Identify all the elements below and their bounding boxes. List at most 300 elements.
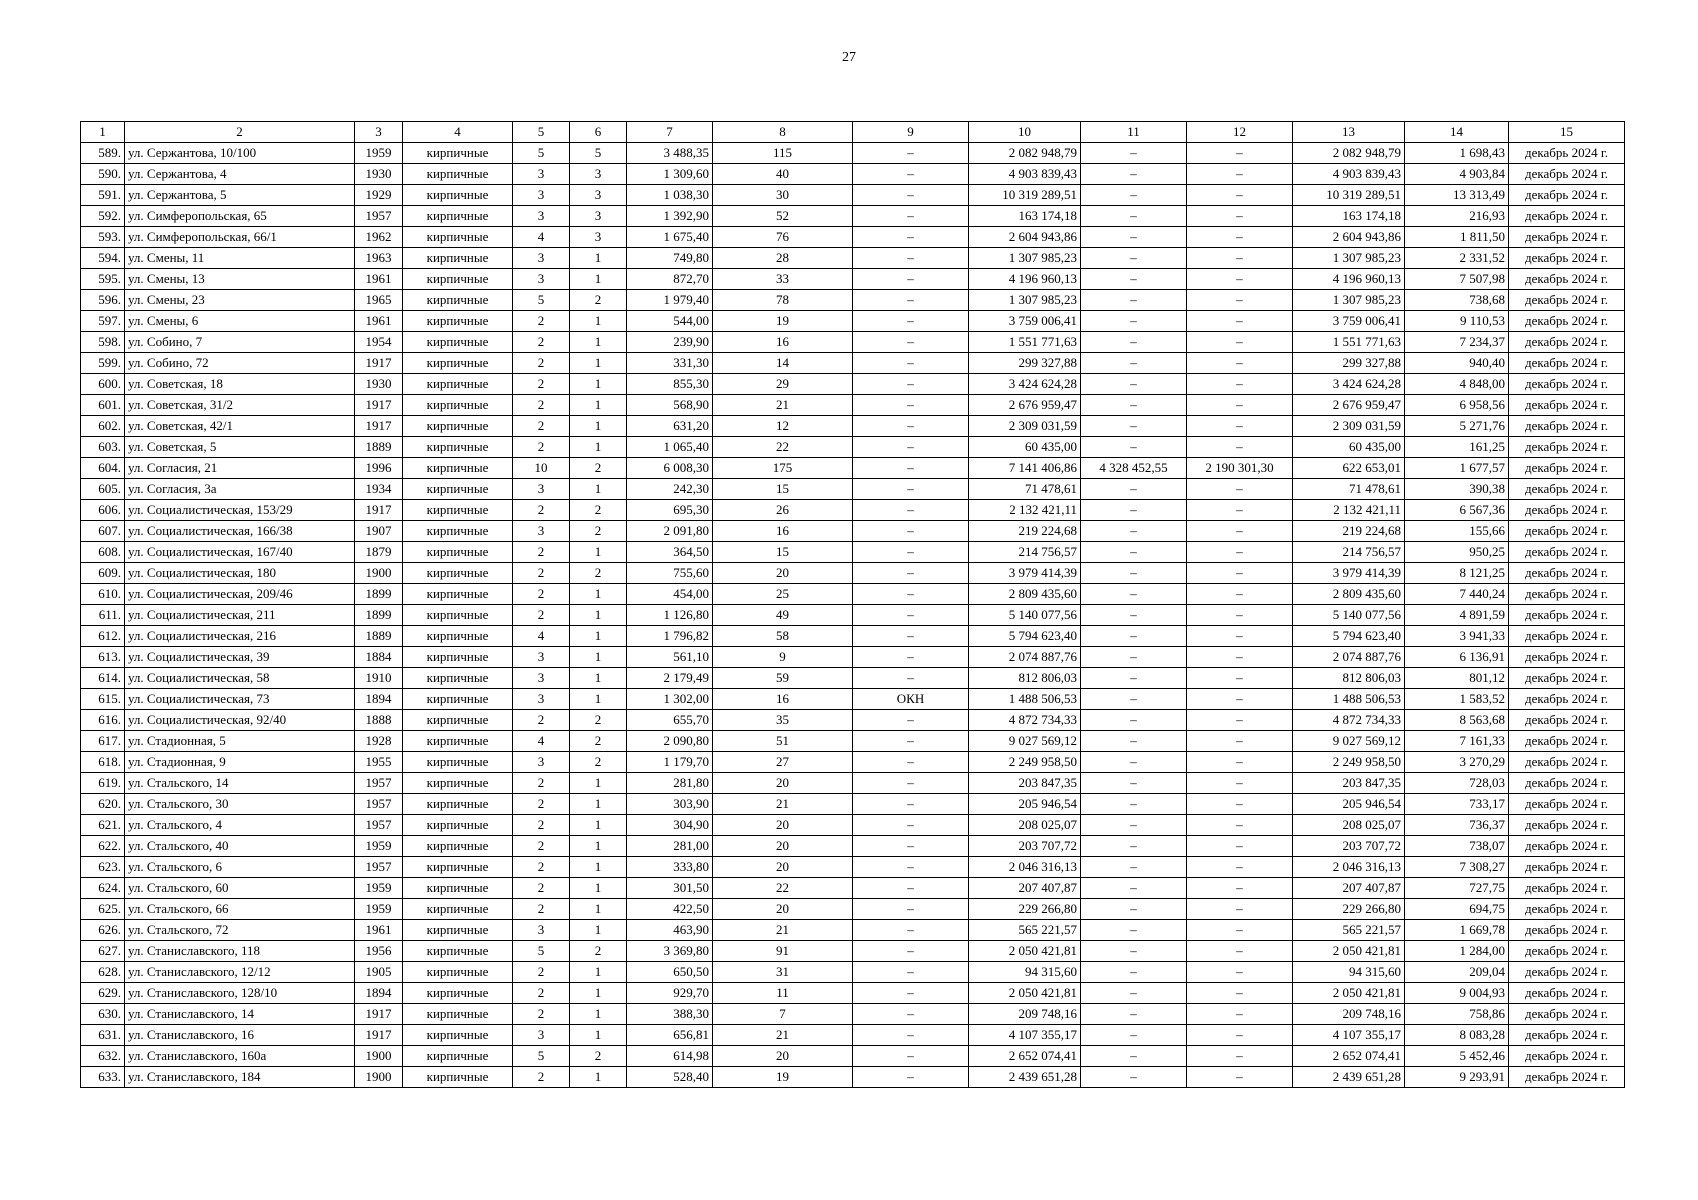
cell-entrances: 5 — [570, 143, 627, 164]
cell-area: 631,20 — [627, 416, 713, 437]
table-body — [81, 143, 1625, 1088]
table-row — [81, 1067, 1625, 1088]
cell-residents: 40 — [713, 164, 853, 185]
cell-cost-col-11: – — [1081, 437, 1187, 458]
cell-floors: 2 — [513, 584, 570, 605]
cell-cost-per-unit: 161,25 — [1405, 437, 1509, 458]
cell-wall-material: кирпичные — [403, 626, 513, 647]
cell-cost-col-13: 2 439 651,28 — [1293, 1067, 1405, 1088]
cell-heritage-status: – — [853, 248, 969, 269]
cell-heritage-status: – — [853, 521, 969, 542]
cell-residents: 58 — [713, 626, 853, 647]
cell-completion-date: декабрь 2024 г. — [1509, 185, 1625, 206]
cell-cost-total: 2 604 943,86 — [969, 227, 1081, 248]
cell-cost-col-13: 2 050 421,81 — [1293, 983, 1405, 1004]
cell-entrances: 1 — [570, 437, 627, 458]
cell-entrances: 1 — [570, 332, 627, 353]
cell-row-number: 621. — [81, 815, 125, 836]
cell-floors: 2 — [513, 878, 570, 899]
cell-entrances: 1 — [570, 605, 627, 626]
cell-completion-date: декабрь 2024 г. — [1509, 731, 1625, 752]
cell-entrances: 1 — [570, 395, 627, 416]
cell-year-built: 1934 — [355, 479, 403, 500]
cell-completion-date: декабрь 2024 г. — [1509, 563, 1625, 584]
cell-entrances: 1 — [570, 584, 627, 605]
cell-area: 2 179,49 — [627, 668, 713, 689]
column-header-4: 4 — [403, 122, 513, 143]
cell-cost-total: 214 756,57 — [969, 542, 1081, 563]
cell-cost-col-12: – — [1187, 521, 1293, 542]
cell-heritage-status: – — [853, 395, 969, 416]
cell-year-built: 1954 — [355, 332, 403, 353]
cell-cost-col-13: 3 759 006,41 — [1293, 311, 1405, 332]
cell-cost-total: 1 551 771,63 — [969, 332, 1081, 353]
cell-cost-per-unit: 7 161,33 — [1405, 731, 1509, 752]
cell-address: ул. Станиславского, 184 — [125, 1067, 355, 1088]
cell-cost-col-12: – — [1187, 689, 1293, 710]
cell-completion-date: декабрь 2024 г. — [1509, 752, 1625, 773]
cell-row-number: 610. — [81, 584, 125, 605]
cell-cost-total: 205 946,54 — [969, 794, 1081, 815]
cell-cost-per-unit: 8 563,68 — [1405, 710, 1509, 731]
cell-address: ул. Социалистическая, 73 — [125, 689, 355, 710]
cell-wall-material: кирпичные — [403, 269, 513, 290]
cell-cost-col-12: – — [1187, 752, 1293, 773]
cell-cost-col-12: – — [1187, 185, 1293, 206]
column-header-14: 14 — [1405, 122, 1509, 143]
cell-wall-material: кирпичные — [403, 941, 513, 962]
cell-cost-col-13: 209 748,16 — [1293, 1004, 1405, 1025]
table-row — [81, 920, 1625, 941]
cell-entrances: 2 — [570, 500, 627, 521]
cell-residents: 26 — [713, 500, 853, 521]
cell-floors: 2 — [513, 395, 570, 416]
cell-wall-material: кирпичные — [403, 248, 513, 269]
cell-cost-total: 812 806,03 — [969, 668, 1081, 689]
cell-floors: 2 — [513, 815, 570, 836]
cell-address: ул. Советская, 5 — [125, 437, 355, 458]
cell-residents: 51 — [713, 731, 853, 752]
cell-floors: 2 — [513, 563, 570, 584]
cell-address: ул. Смены, 23 — [125, 290, 355, 311]
cell-cost-col-12: – — [1187, 773, 1293, 794]
cell-cost-col-13: 1 307 985,23 — [1293, 248, 1405, 269]
cell-cost-per-unit: 758,86 — [1405, 1004, 1509, 1025]
cell-completion-date: декабрь 2024 г. — [1509, 668, 1625, 689]
cell-address: ул. Стальского, 6 — [125, 857, 355, 878]
cell-year-built: 1957 — [355, 794, 403, 815]
cell-year-built: 1962 — [355, 227, 403, 248]
cell-row-number: 600. — [81, 374, 125, 395]
cell-wall-material: кирпичные — [403, 773, 513, 794]
cell-cost-total: 2 439 651,28 — [969, 1067, 1081, 1088]
cell-cost-col-13: 2 652 074,41 — [1293, 1046, 1405, 1067]
cell-floors: 3 — [513, 689, 570, 710]
cell-cost-total: 2 074 887,76 — [969, 647, 1081, 668]
cell-heritage-status: – — [853, 710, 969, 731]
cell-floors: 10 — [513, 458, 570, 479]
cell-address: ул. Стальского, 30 — [125, 794, 355, 815]
cell-address: ул. Станиславского, 160а — [125, 1046, 355, 1067]
column-header-13: 13 — [1293, 122, 1405, 143]
cell-entrances: 2 — [570, 521, 627, 542]
cell-entrances: 2 — [570, 458, 627, 479]
cell-cost-col-12: – — [1187, 374, 1293, 395]
table-row — [81, 794, 1625, 815]
cell-completion-date: декабрь 2024 г. — [1509, 542, 1625, 563]
cell-heritage-status: – — [853, 416, 969, 437]
cell-cost-col-12: – — [1187, 899, 1293, 920]
cell-floors: 3 — [513, 647, 570, 668]
cell-completion-date: декабрь 2024 г. — [1509, 878, 1625, 899]
cell-floors: 2 — [513, 794, 570, 815]
cell-row-number: 619. — [81, 773, 125, 794]
cell-area: 281,00 — [627, 836, 713, 857]
cell-cost-total: 7 141 406,86 — [969, 458, 1081, 479]
cell-cost-per-unit: 738,07 — [1405, 836, 1509, 857]
cell-row-number: 603. — [81, 437, 125, 458]
cell-entrances: 1 — [570, 626, 627, 647]
cell-address: ул. Социалистическая, 92/40 — [125, 710, 355, 731]
cell-heritage-status: – — [853, 983, 969, 1004]
cell-residents: 22 — [713, 437, 853, 458]
cell-year-built: 1959 — [355, 878, 403, 899]
cell-cost-col-13: 3 979 414,39 — [1293, 563, 1405, 584]
cell-cost-col-12: – — [1187, 584, 1293, 605]
cell-year-built: 1917 — [355, 395, 403, 416]
cell-area: 331,30 — [627, 353, 713, 374]
cell-year-built: 1884 — [355, 647, 403, 668]
cell-cost-col-12: – — [1187, 143, 1293, 164]
cell-cost-col-13: 2 132 421,11 — [1293, 500, 1405, 521]
cell-row-number: 594. — [81, 248, 125, 269]
cell-cost-per-unit: 1 583,52 — [1405, 689, 1509, 710]
cell-floors: 2 — [513, 500, 570, 521]
cell-heritage-status: – — [853, 857, 969, 878]
cell-cost-col-13: 205 946,54 — [1293, 794, 1405, 815]
cell-residents: 15 — [713, 542, 853, 563]
cell-entrances: 1 — [570, 794, 627, 815]
table-row — [81, 248, 1625, 269]
cell-cost-col-11: 4 328 452,55 — [1081, 458, 1187, 479]
cell-cost-total: 2 082 948,79 — [969, 143, 1081, 164]
cell-row-number: 627. — [81, 941, 125, 962]
cell-cost-col-12: – — [1187, 206, 1293, 227]
cell-cost-col-13: 2 050 421,81 — [1293, 941, 1405, 962]
cell-completion-date: декабрь 2024 г. — [1509, 836, 1625, 857]
cell-completion-date: декабрь 2024 г. — [1509, 290, 1625, 311]
cell-area: 454,00 — [627, 584, 713, 605]
cell-wall-material: кирпичные — [403, 227, 513, 248]
cell-heritage-status: – — [853, 962, 969, 983]
cell-cost-col-12: – — [1187, 668, 1293, 689]
cell-heritage-status: – — [853, 458, 969, 479]
cell-wall-material: кирпичные — [403, 815, 513, 836]
cell-entrances: 1 — [570, 899, 627, 920]
cell-cost-total: 2 249 958,50 — [969, 752, 1081, 773]
cell-residents: 59 — [713, 668, 853, 689]
cell-residents: 91 — [713, 941, 853, 962]
cell-entrances: 1 — [570, 836, 627, 857]
cell-floors: 3 — [513, 479, 570, 500]
cell-cost-col-12: – — [1187, 857, 1293, 878]
cell-entrances: 2 — [570, 752, 627, 773]
cell-address: ул. Станиславского, 14 — [125, 1004, 355, 1025]
cell-entrances: 3 — [570, 227, 627, 248]
cell-floors: 2 — [513, 773, 570, 794]
cell-year-built: 1963 — [355, 248, 403, 269]
cell-cost-col-11: – — [1081, 227, 1187, 248]
column-header-3: 3 — [355, 122, 403, 143]
cell-wall-material: кирпичные — [403, 206, 513, 227]
cell-address: ул. Стальского, 14 — [125, 773, 355, 794]
cell-cost-per-unit: 6 958,56 — [1405, 395, 1509, 416]
cell-wall-material: кирпичные — [403, 1046, 513, 1067]
cell-cost-col-13: 163 174,18 — [1293, 206, 1405, 227]
cell-floors: 5 — [513, 143, 570, 164]
cell-completion-date: декабрь 2024 г. — [1509, 857, 1625, 878]
cell-cost-col-13: 1 307 985,23 — [1293, 290, 1405, 311]
cell-cost-col-11: – — [1081, 395, 1187, 416]
cell-cost-col-12: – — [1187, 164, 1293, 185]
table-row — [81, 563, 1625, 584]
cell-cost-col-11: – — [1081, 416, 1187, 437]
cell-residents: 14 — [713, 353, 853, 374]
cell-cost-col-11: – — [1081, 332, 1187, 353]
cell-row-number: 612. — [81, 626, 125, 647]
cell-area: 364,50 — [627, 542, 713, 563]
cell-entrances: 1 — [570, 1067, 627, 1088]
table-row — [81, 731, 1625, 752]
cell-floors: 2 — [513, 710, 570, 731]
cell-cost-col-13: 812 806,03 — [1293, 668, 1405, 689]
cell-cost-per-unit: 736,37 — [1405, 815, 1509, 836]
cell-wall-material: кирпичные — [403, 458, 513, 479]
cell-completion-date: декабрь 2024 г. — [1509, 311, 1625, 332]
cell-residents: 31 — [713, 962, 853, 983]
cell-completion-date: декабрь 2024 г. — [1509, 395, 1625, 416]
cell-cost-per-unit: 3 941,33 — [1405, 626, 1509, 647]
cell-year-built: 1900 — [355, 1067, 403, 1088]
cell-row-number: 601. — [81, 395, 125, 416]
cell-wall-material: кирпичные — [403, 689, 513, 710]
cell-area: 1 796,82 — [627, 626, 713, 647]
cell-row-number: 598. — [81, 332, 125, 353]
cell-cost-col-11: – — [1081, 185, 1187, 206]
cell-floors: 2 — [513, 857, 570, 878]
cell-residents: 175 — [713, 458, 853, 479]
cell-floors: 5 — [513, 290, 570, 311]
cell-residents: 78 — [713, 290, 853, 311]
cell-cost-col-11: – — [1081, 1004, 1187, 1025]
cell-heritage-status: – — [853, 899, 969, 920]
cell-cost-total: 4 872 734,33 — [969, 710, 1081, 731]
cell-floors: 3 — [513, 164, 570, 185]
cell-address: ул. Симферопольская, 66/1 — [125, 227, 355, 248]
cell-cost-total: 203 707,72 — [969, 836, 1081, 857]
cell-year-built: 1961 — [355, 311, 403, 332]
cell-year-built: 1959 — [355, 143, 403, 164]
cell-address: ул. Стальского, 40 — [125, 836, 355, 857]
cell-address: ул. Согласия, 3а — [125, 479, 355, 500]
cell-cost-per-unit: 13 313,49 — [1405, 185, 1509, 206]
cell-heritage-status: – — [853, 815, 969, 836]
cell-year-built: 1900 — [355, 563, 403, 584]
cell-area: 388,30 — [627, 1004, 713, 1025]
cell-row-number: 597. — [81, 311, 125, 332]
cell-cost-col-13: 2 046 316,13 — [1293, 857, 1405, 878]
cell-cost-col-13: 2 082 948,79 — [1293, 143, 1405, 164]
cell-row-number: 606. — [81, 500, 125, 521]
cell-cost-col-11: – — [1081, 1025, 1187, 1046]
cell-row-number: 592. — [81, 206, 125, 227]
cell-year-built: 1959 — [355, 899, 403, 920]
cell-area: 614,98 — [627, 1046, 713, 1067]
column-header-5: 5 — [513, 122, 570, 143]
cell-cost-col-11: – — [1081, 353, 1187, 374]
cell-residents: 28 — [713, 248, 853, 269]
cell-address: ул. Сержантова, 5 — [125, 185, 355, 206]
cell-area: 655,70 — [627, 710, 713, 731]
cell-cost-per-unit: 2 331,52 — [1405, 248, 1509, 269]
cell-address: ул. Смены, 11 — [125, 248, 355, 269]
cell-wall-material: кирпичные — [403, 983, 513, 1004]
table-row — [81, 542, 1625, 563]
cell-cost-col-12: – — [1187, 710, 1293, 731]
cell-completion-date: декабрь 2024 г. — [1509, 689, 1625, 710]
cell-entrances: 3 — [570, 185, 627, 206]
cell-area: 242,30 — [627, 479, 713, 500]
table-row — [81, 815, 1625, 836]
cell-row-number: 615. — [81, 689, 125, 710]
cell-cost-per-unit: 6 567,36 — [1405, 500, 1509, 521]
table-row — [81, 584, 1625, 605]
cell-cost-per-unit: 940,40 — [1405, 353, 1509, 374]
cell-cost-per-unit: 5 271,76 — [1405, 416, 1509, 437]
cell-cost-col-12: – — [1187, 878, 1293, 899]
cell-entrances: 3 — [570, 164, 627, 185]
cell-heritage-status: – — [853, 752, 969, 773]
table-row — [81, 1004, 1625, 1025]
cell-cost-total: 5 794 623,40 — [969, 626, 1081, 647]
cell-row-number: 629. — [81, 983, 125, 1004]
cell-address: ул. Станиславского, 118 — [125, 941, 355, 962]
cell-cost-col-12: – — [1187, 227, 1293, 248]
cell-cost-col-11: – — [1081, 290, 1187, 311]
cell-cost-col-12: – — [1187, 815, 1293, 836]
cell-wall-material: кирпичные — [403, 542, 513, 563]
cell-completion-date: декабрь 2024 г. — [1509, 605, 1625, 626]
cell-entrances: 2 — [570, 731, 627, 752]
cell-cost-col-12: – — [1187, 437, 1293, 458]
cell-cost-col-11: – — [1081, 143, 1187, 164]
cell-area: 929,70 — [627, 983, 713, 1004]
cell-cost-col-13: 9 027 569,12 — [1293, 731, 1405, 752]
cell-wall-material: кирпичные — [403, 710, 513, 731]
cell-floors: 2 — [513, 332, 570, 353]
cell-wall-material: кирпичные — [403, 290, 513, 311]
cell-cost-total: 3 424 624,28 — [969, 374, 1081, 395]
cell-cost-total: 207 407,87 — [969, 878, 1081, 899]
cell-row-number: 622. — [81, 836, 125, 857]
cell-cost-per-unit: 728,03 — [1405, 773, 1509, 794]
cell-heritage-status: – — [853, 437, 969, 458]
cell-cost-per-unit: 209,04 — [1405, 962, 1509, 983]
cell-row-number: 595. — [81, 269, 125, 290]
cell-area: 650,50 — [627, 962, 713, 983]
cell-cost-col-11: – — [1081, 773, 1187, 794]
cell-heritage-status: – — [853, 143, 969, 164]
cell-cost-col-12: – — [1187, 1025, 1293, 1046]
cell-completion-date: декабрь 2024 г. — [1509, 269, 1625, 290]
cell-address: ул. Симферопольская, 65 — [125, 206, 355, 227]
cell-address: ул. Стадионная, 9 — [125, 752, 355, 773]
table-row — [81, 374, 1625, 395]
cell-cost-total: 2 050 421,81 — [969, 941, 1081, 962]
cell-address: ул. Социалистическая, 209/46 — [125, 584, 355, 605]
cell-cost-col-12: – — [1187, 983, 1293, 1004]
cell-heritage-status: – — [853, 1025, 969, 1046]
cell-cost-per-unit: 801,12 — [1405, 668, 1509, 689]
cell-area: 463,90 — [627, 920, 713, 941]
cell-cost-per-unit: 738,68 — [1405, 290, 1509, 311]
cell-row-number: 626. — [81, 920, 125, 941]
cell-year-built: 1894 — [355, 689, 403, 710]
cell-row-number: 593. — [81, 227, 125, 248]
cell-wall-material: кирпичные — [403, 1067, 513, 1088]
cell-wall-material: кирпичные — [403, 794, 513, 815]
cell-heritage-status: – — [853, 626, 969, 647]
cell-cost-col-11: – — [1081, 731, 1187, 752]
cell-cost-per-unit: 8 121,25 — [1405, 563, 1509, 584]
cell-cost-per-unit: 1 698,43 — [1405, 143, 1509, 164]
cell-floors: 2 — [513, 605, 570, 626]
cell-floors: 5 — [513, 941, 570, 962]
cell-wall-material: кирпичные — [403, 731, 513, 752]
cell-area: 544,00 — [627, 311, 713, 332]
cell-address: ул. Социалистическая, 167/40 — [125, 542, 355, 563]
cell-year-built: 1957 — [355, 815, 403, 836]
cell-cost-total: 2 676 959,47 — [969, 395, 1081, 416]
cell-residents: 35 — [713, 710, 853, 731]
cell-row-number: 609. — [81, 563, 125, 584]
cell-cost-col-12: – — [1187, 1067, 1293, 1088]
column-header-8: 8 — [713, 122, 853, 143]
cell-residents: 7 — [713, 1004, 853, 1025]
cell-area: 1 392,90 — [627, 206, 713, 227]
cell-cost-col-12: – — [1187, 1004, 1293, 1025]
cell-entrances: 1 — [570, 1004, 627, 1025]
cell-cost-col-11: – — [1081, 899, 1187, 920]
table-header-row — [81, 122, 1625, 143]
cell-cost-col-12: – — [1187, 941, 1293, 962]
cell-area: 281,80 — [627, 773, 713, 794]
cell-heritage-status: – — [853, 668, 969, 689]
cell-heritage-status: – — [853, 164, 969, 185]
cell-wall-material: кирпичные — [403, 962, 513, 983]
cell-residents: 21 — [713, 1025, 853, 1046]
cell-year-built: 1930 — [355, 164, 403, 185]
cell-cost-total: 2 809 435,60 — [969, 584, 1081, 605]
cell-cost-col-11: – — [1081, 920, 1187, 941]
cell-cost-col-13: 2 676 959,47 — [1293, 395, 1405, 416]
cell-cost-col-13: 622 653,01 — [1293, 458, 1405, 479]
cell-address: ул. Социалистическая, 39 — [125, 647, 355, 668]
cell-wall-material: кирпичные — [403, 164, 513, 185]
cell-cost-col-11: – — [1081, 941, 1187, 962]
cell-row-number: 625. — [81, 899, 125, 920]
cell-entrances: 1 — [570, 878, 627, 899]
